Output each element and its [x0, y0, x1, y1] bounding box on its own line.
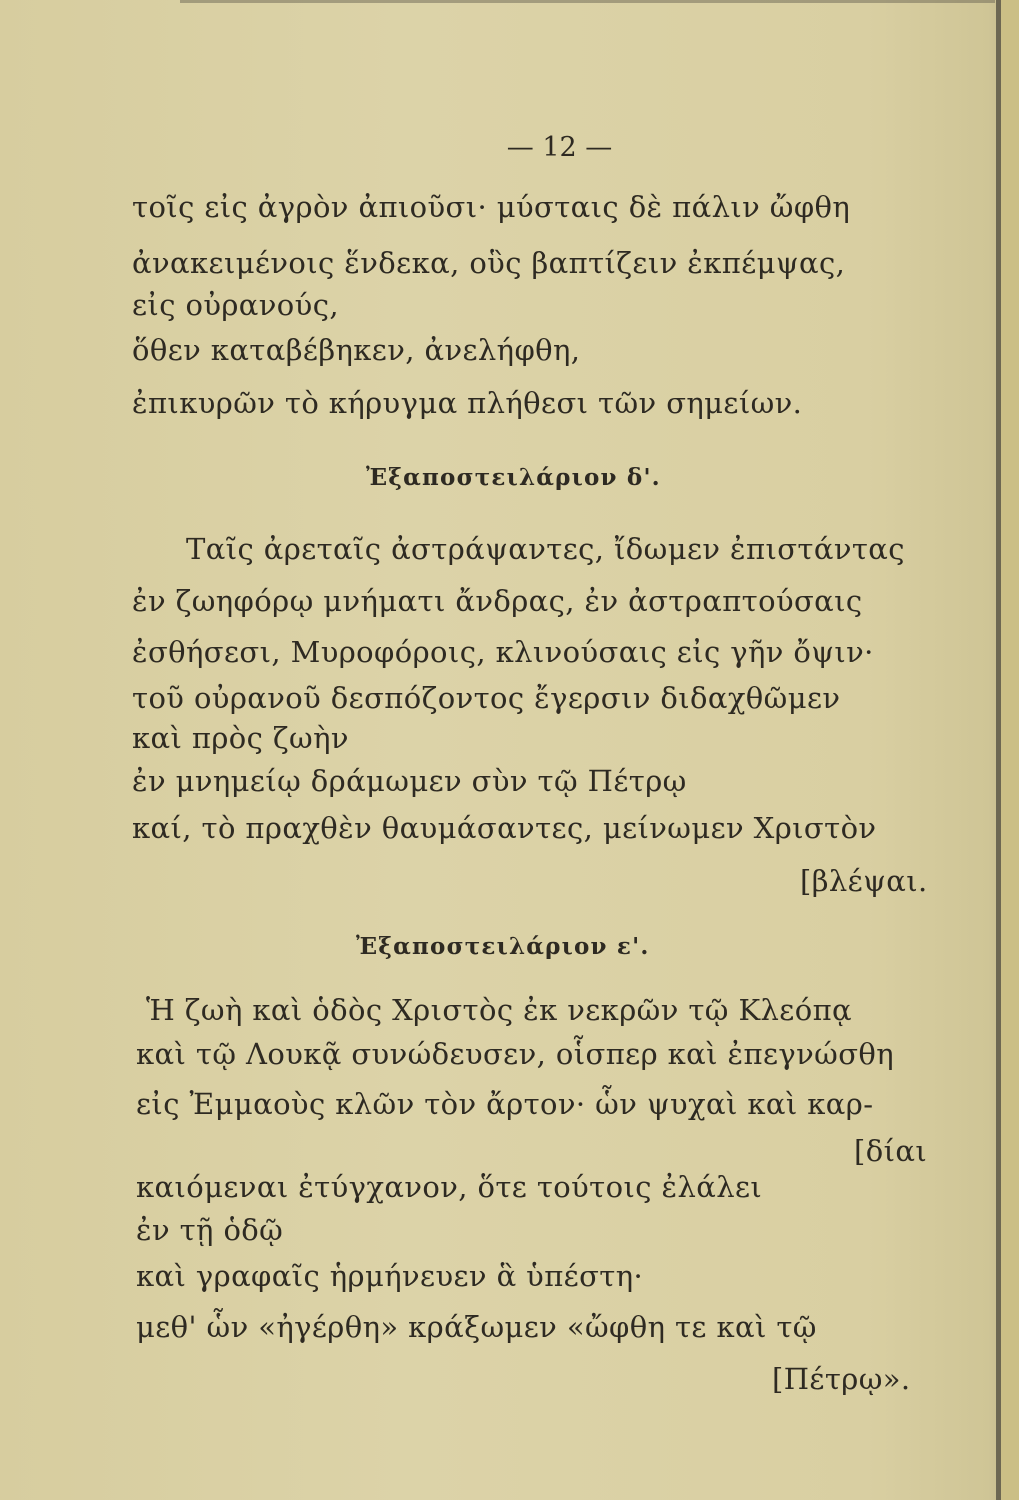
- text-line: εἰς Ἐμμαοὺς κλῶν τὸν ἄρτον· ὧν ψυχαὶ καὶ καρ-: [136, 1087, 874, 1121]
- text-line: ἐν τῇ ὁδῷ: [136, 1213, 284, 1247]
- text-line: ἐν ζωηφόρῳ μνήματι ἄνδρας, ἐν ἀστραπτούσαις: [132, 584, 863, 618]
- text-line: καιόμεναι ἐτύγχανον, ὅτε τούτοις ἐλάλει: [136, 1170, 763, 1204]
- text-line: ὅθεν καταβέβηκεν, ἀνελήφθη,: [132, 333, 581, 367]
- text-line: [δίαι: [854, 1134, 928, 1168]
- text-line: ἀνακειμένοις ἕνδεκα, οὓς βαπτίζειν ἐκπέμψας,: [132, 246, 846, 280]
- text-line: [Πέτρῳ».: [772, 1362, 911, 1396]
- text-line: καὶ πρὸς ζωὴν: [132, 721, 349, 755]
- text-line: [βλέψαι.: [800, 864, 928, 898]
- next-page-edge: [1001, 0, 1019, 1500]
- text-line: ἐσθήσεσι, Μυροφόροις, κλινούσαις εἰς γῆν ὄψιν·: [132, 635, 874, 669]
- text-line: καὶ τῷ Λουκᾷ συνώδευσεν, οἷσπερ καὶ ἐπεγνώσθη: [136, 1037, 895, 1071]
- text-line: μεθ' ὧν «ἠγέρθη» κράξωμεν «ὤφθη τε καὶ τῷ: [136, 1310, 817, 1344]
- section-heading: Ἐξαποστειλάριον ε'.: [356, 933, 650, 960]
- text-line: τοῖς εἰς ἀγρὸν ἀπιοῦσι· μύσταις δὲ πάλιν ὤφθη: [132, 190, 851, 224]
- page-number: — 12 —: [506, 132, 613, 163]
- text-line: καί, τὸ πραχθὲν θαυμάσαντες, μείνωμεν Χριστὸν: [132, 811, 877, 845]
- text-line: Ἡ ζωὴ καὶ ὁδὸς Χριστὸς ἐκ νεκρῶν τῷ Κλεόπᾳ: [146, 993, 853, 1027]
- text-line: τοῦ οὐρανοῦ δεσπόζοντος ἔγερσιν διδαχθῶμεν: [132, 681, 841, 715]
- text-line: ἐν μνημείῳ δράμωμεν σὺν τῷ Πέτρῳ: [132, 764, 687, 798]
- text-line: ἐπικυρῶν τὸ κήρυγμα πλήθεσι τῶν σημείων.: [132, 386, 803, 420]
- text-line: καὶ γραφαῖς ἡρμήνευεν ἃ ὑπέστη·: [136, 1259, 644, 1293]
- text-line: Ταῖς ἀρεταῖς ἀστράψαντες, ἴδωμεν ἐπιστάντας: [186, 532, 905, 566]
- page-top-edge: [180, 0, 995, 3]
- section-heading: Ἐξαποστειλάριον δ'.: [366, 464, 661, 491]
- text-line: εἰς οὐρανούς,: [132, 288, 339, 322]
